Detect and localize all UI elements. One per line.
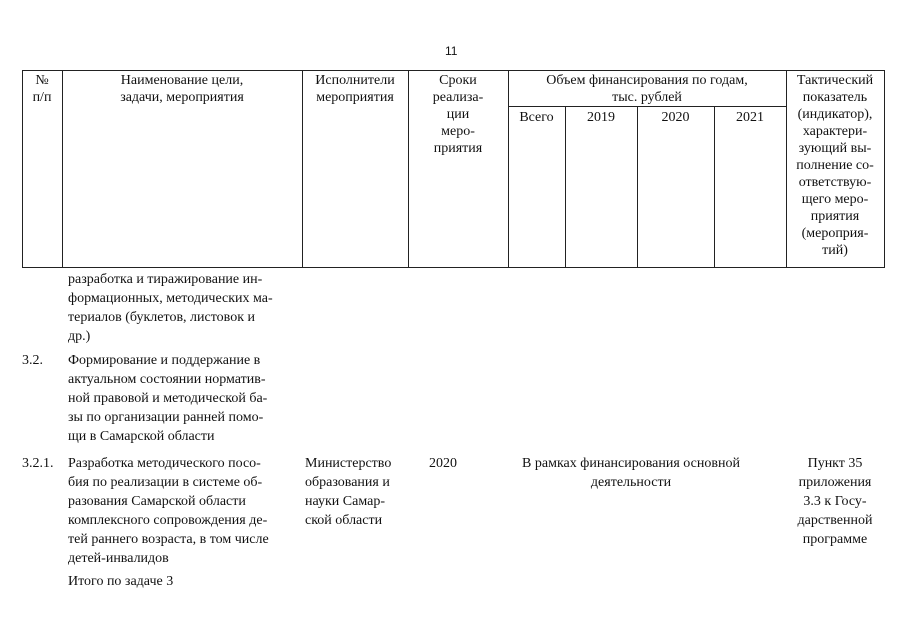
row-3-2-name: Формирование и поддержание в актуальном состоянии норматив- ной правовой и методической ба- зы по организации ранней помо- щи в Самарской области bbox=[68, 353, 268, 444]
header-col-terms: Сроки реализа- ции меро- приятия bbox=[432, 73, 484, 156]
row-continuation-name: разработка и тиражирование ин- формационных, методических ма- териалов (буклетов, листовок и др.) bbox=[68, 272, 273, 344]
header-top-border bbox=[22, 70, 884, 71]
header-col-total: Всего bbox=[519, 110, 554, 125]
header-col-indicator: Тактический показатель (индикатор), характери- зующий вы- полнение со- ответствую- щего меро- приятия (мероприя- тий) bbox=[796, 73, 874, 258]
header-col-name: Наименование цели, задачи, мероприятия bbox=[120, 73, 244, 105]
row-3-2-1-financing: В рамках финансирования основной деятельности bbox=[522, 456, 740, 490]
row-3-2-1-name: Разработка методического посо- бия по реализации в системе об- разования Самарской области комплексного сопровождения де- тей раннего возраста, в том числе детей-инвалидов bbox=[68, 456, 269, 566]
col-border-5 bbox=[565, 106, 566, 268]
col-border-9 bbox=[884, 70, 885, 268]
row-3-2-1-number: 3.2.1. bbox=[22, 456, 54, 471]
table-header bbox=[0, 0, 905, 270]
header-col-number: № п/п bbox=[32, 73, 52, 105]
header-col-2020: 2020 bbox=[661, 110, 690, 125]
header-col-finance: Объем финансирования по годам, тыс. рублей bbox=[546, 73, 748, 105]
row-3-2-1-executor: Министерство образования и науки Самар- ской области bbox=[305, 456, 392, 528]
header-col-2019: 2019 bbox=[587, 110, 615, 125]
finance-subheader-border bbox=[508, 106, 786, 107]
row-3-2-1-indicator: Пункт 35 приложения 3.3 к Госу- дарственной программе bbox=[797, 456, 873, 547]
row-3-2-1-term: 2020 bbox=[429, 456, 457, 471]
col-border-7 bbox=[714, 106, 715, 268]
row-3-2-number: 3.2. bbox=[22, 353, 43, 368]
header-bottom-border bbox=[22, 267, 884, 268]
col-border-6 bbox=[637, 106, 638, 268]
page-number: 11 bbox=[445, 44, 458, 58]
header-col-executor: Исполнители мероприятия bbox=[315, 73, 395, 105]
header-col-2021: 2021 bbox=[736, 110, 764, 125]
total-label: Итого по задаче 3 bbox=[68, 574, 174, 589]
